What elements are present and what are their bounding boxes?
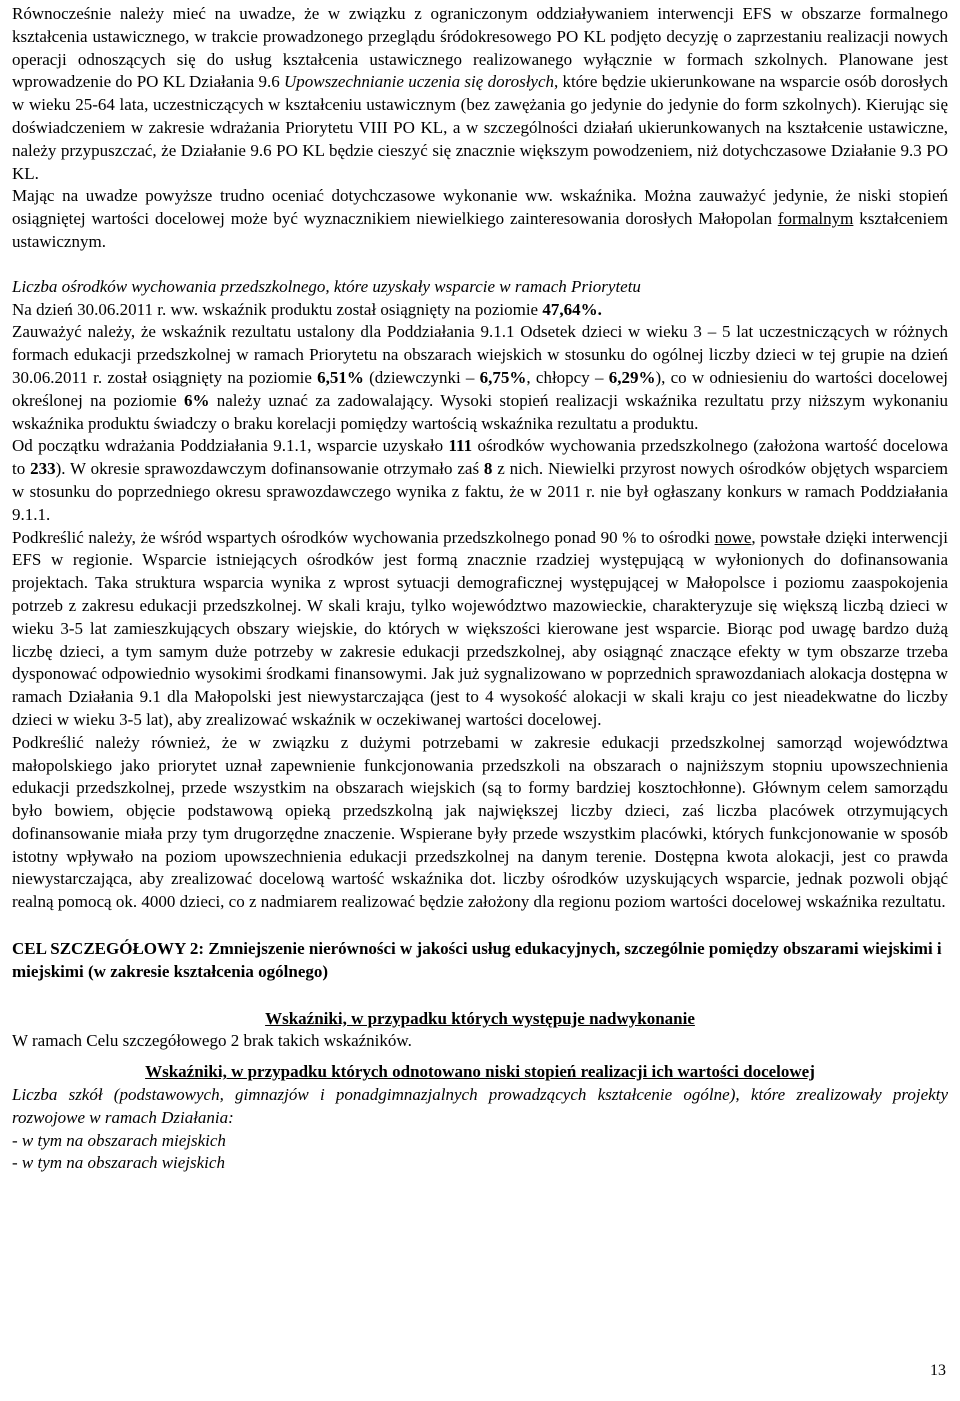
- text-run: ). W okresie sprawozdawczym dofinansowanie otrzymało zaś: [55, 459, 484, 479]
- text-run: (dziewczynki –: [363, 367, 480, 387]
- value-target-count: 233: [30, 459, 56, 479]
- paragraph-assessment: [12, 185, 948, 253]
- underlined-word: nowe: [714, 527, 752, 547]
- list-item: [12, 1130, 948, 1153]
- text-run: z nich. Niewielki przyrost nowych ośrodków objętych wsparciem w stosunku do poprzedniego okresu sprawozdawczego wynika z faktu, że w 2011 r. nie był ogłaszany konkurs w ramach Poddziałania 9.1.1.: [12, 459, 948, 524]
- paragraph-emphasis: [12, 527, 948, 732]
- text-run: Od początku wdrażania Poddziałania 9.1.1, wsparcie uzyskało: [12, 436, 449, 456]
- text-run: należy uznać za zadowalający. Wysoki stopień realizacji wskaźnika rezultatu przy niższym wykonaniu wskaźnika produktu świadczy o braku korelacji pomiędzy wartością wskaźnika rezultatu a produktu.: [12, 390, 948, 433]
- list-item-text: - w tym na obszarach wiejskich: [12, 1153, 225, 1173]
- paragraph-result-indicator: [12, 321, 948, 435]
- text-run: ośrodków wychowania przedszkolnego (założona wartość docelowa to: [12, 436, 948, 479]
- indicator-value: 47,64%.: [542, 299, 602, 319]
- measure-title: Upowszechnianie uczenia się dorosłych: [283, 72, 555, 92]
- paragraph-needs: Podkreślić należy również, że w związku z dużymi potrzebami w zakresie edukacji przedszkolnej samorząd województwa małopolskiego jako priorytet uznał zapewnienie funkcjonowania przedszkoli na obszarach o najniższym stopniu upowszechnienia edukacji przedszkolnej, przede wszystkim na obszarach wiejskich (są to formy bardziej kosztochłonne). Głównym celem samorządu było bowiem, objęcie podstawową opieką przedszkolną jak największej liczby dzieci, zaś liczba placówek otrzymujących dofinansowanie miała przy tym drugorzędne znaczenie. Wspierane były przede wszystkim placówki, których funkcjonowanie w sposób istotny wpływało na poziom upowszechnienia edukacji przedszkolnej na danym terenie. Dostępna kwota alokacji, jest co prawda niewystarczająca, aby zrealizować docelową wartość wskaźnika dot. liczby ośrodków uzyskujących wsparcie, jednak pozwoli objąć realną pomocą ok. 4000 dzieci, co z nadmiarem realizować będzie założony dla regionu poziom wartości docelowej wskaźnika rezultatu.: [12, 732, 948, 912]
- value-boys: 6,29%: [608, 367, 656, 387]
- text-run: Równocześnie należy mieć na uwadze, że w związku z ograniczonym oddziaływaniem interwencji EFS w obszarze formalnego kształcenia ustawicznego, w trakcie prowadzonego przeglądu śródokresowego PO KL podjęto decyzję o zaprzestaniu realizacji nowych operacji odnoszących się do usług kształcenia ustawicznego realizowanego wyłącznie w formach szkolnych. Planowane jest wprowadzenie do PO KL Działania 9.6: [12, 4, 948, 92]
- indicator-title-text: Liczba szkół (podstawowych, gimnazjów i ponadgimnazjalnych prowadzących kształcenie ogólne), które zrealizowały projekty rozwojowe w ramach Działania:: [12, 1085, 948, 1127]
- value-total: 6,51%: [317, 367, 364, 387]
- text-run: , chłopcy –: [526, 367, 609, 387]
- page-number: 13: [930, 1362, 946, 1379]
- overperformance-text: W ramach Celu szczegółowego 2 brak takich wskaźników.: [12, 1031, 412, 1051]
- list-item: [12, 1152, 948, 1175]
- value-period: 8: [483, 459, 493, 479]
- underlined-word: formalnym: [777, 209, 854, 229]
- text-run: kształceniem ustawicznym.: [12, 209, 948, 251]
- text-run: Zauważyć należy, że wskaźnik rezultatu ustalony dla Poddziałania 9.1.1 Odsetek dzieci w wieku 3 – 5 lat uczestniczących w różnych formach edukacji przedszkolnej w ramach Priorytetu na obszarach wiejskich w stosunku do ogólnej liczby dzieci w tej grupie na dzień 30.06.2011 r. został osiągnięty na poziomie: [12, 322, 948, 387]
- list-item-text: - w tym na obszarach miejskich: [12, 1130, 226, 1150]
- indicator-title-text: Liczba ośrodków wychowania przedszkolnego, które uzyskały wsparcie w ramach Priorytetu: [12, 276, 641, 296]
- value-target: 6%: [183, 390, 210, 410]
- low-performance-text: [12, 1084, 948, 1130]
- text-run: Podkreślić należy, że wśród wspartych ośrodków wychowania przedszkolnego ponad 90 % to ośrodki: [12, 527, 715, 547]
- text-run: Mając na uwadze powyższe trudno oceniać dotychczasowe wykonanie ww. wskaźnika. Można zauważyć jedynie, że niski stopień osiągniętej wartości docelowej może być wyznacznikiem niewielkiego zainteresowania dorosłych Małopolan: [12, 186, 948, 229]
- paragraph-support: [12, 435, 948, 526]
- text-run: , które będzie ukierunkowane na wsparcie osób dorosłych w wieku 25-64 lata, uczestniczących w kształceniu ustawicznym (bez zawężania go jedynie do jedynie do form szkolnych). Kierując się doświadczeniem w zakresie wdrażania Priorytetu VIII PO KL, a w szczególności działań ukierunkowanych na kształcenie ustawiczne, należy przypuszczać, że Działanie 9.6 PO KL będzie cieszyć się znacznie większym powodzeniem, niż dotychczasowe Działanie 9.3 PO KL.: [12, 72, 948, 183]
- text-run: , powstałe dzięki interwencji EFS w regionie. Wsparcie istniejących ośrodków jest formą znacznie rzadziej występującą w wyłonionych do dofinansowania projektach. Taka struktura wsparcia wynika z wprost sytuacji demograficznej występującej w Małopolsce i poziomu zaaspokojenia potrzeb z zakresu edukacji przedszkolnej. W skali kraju, tylko województwo mazowieckie, charakteryzuje się większą liczbą dzieci w wieku 3-5 lat zamieszkujących obszary wiejskie, do których w większości kierowane jest wsparcie. Biorąc pod uwagę bardzo dużą liczbę dzieci, a tym samym duże potrzeby w zakresie edukacji przedszkolnej, aby osiągnąć znaczące efekty w tym obszarze trzeba dysponować odpowiednio wysokimi środkami finansowymi. Jak już sygnalizowano w poprzednich sprawozdaniach alokacja dostępna w ramach Działania 9.1 dla Małopolski jest niewystarczająca (jest to 4 wysokość alokacji w skali kraju co jest nieadekwatne do liczby dzieci w wieku 3-5 lat), aby zrealizować wskaźnik w oczekiwanej wartości docelowej.: [12, 527, 948, 729]
- value-supported: 111: [448, 436, 473, 456]
- text-run: Na dzień 30.06.2011 r. ww. wskaźnik produktu został osiągnięty na poziomie: [12, 299, 543, 319]
- text-run: ), co w odniesieniu do wartości docelowej określonej na poziomie: [12, 367, 948, 410]
- section-heading-low-performance: Wskaźniki, w przypadku których odnotowano niski stopień realizacji ich wartości docelowej: [145, 1062, 815, 1082]
- paragraph-lifelong-learning: [12, 3, 948, 185]
- value-girls: 6,75%: [479, 367, 527, 387]
- goal-heading: CEL SZCZEGÓŁOWY 2: Zmniejszenie nierówności w jakości usług edukacyjnych, szczególnie pomiędzy obszarami wiejskimi i miejskimi (w zakresie kształcenia ogólnego): [12, 939, 942, 981]
- indicator-line: [12, 299, 948, 322]
- section-heading-overperformance: Wskaźniki, w przypadku których występuje nadwykonanie: [265, 1008, 695, 1028]
- indicator-title: [12, 276, 948, 299]
